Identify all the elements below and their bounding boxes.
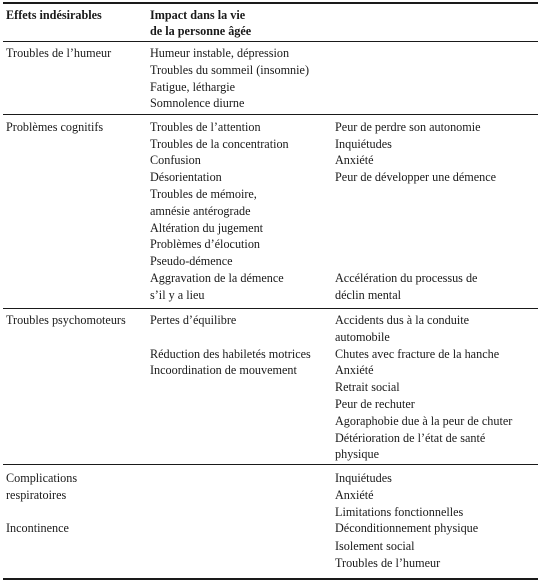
effect-cell: Problèmes d’élocution [150,237,261,251]
top-rule [3,2,538,4]
effect-cell: s’il y a lieu [150,288,205,302]
effect-cell: Fatigue, léthargie [150,80,236,94]
row-divider [3,308,538,309]
impact-cell: Isolement social [335,539,415,553]
effect-cell: amnésie antérograde [150,204,251,218]
impact-cell: Peur de perdre son autonomie [335,120,481,134]
category-cell: Troubles de l’humeur [6,46,112,60]
impact-cell: Anxiété [335,153,374,167]
bottom-rule [3,578,538,580]
category-cell: Troubles psychomoteurs [6,313,126,327]
effect-cell: Troubles de l’attention [150,120,261,134]
impact-cell: Troubles de l’humeur [335,556,441,570]
effect-cell: Incoordination de mouvement [150,363,297,377]
impact-cell: Agoraphobie due à la peur de chuter [335,414,513,428]
effect-cell: Troubles de mémoire, [150,187,257,201]
impact-cell: Déconditionnement physique [335,521,479,535]
effect-cell: Troubles de la concentration [150,137,289,151]
effect-cell: Aggravation de la démence [150,271,284,285]
impact-cell: Détérioration de l’état de santé [335,431,486,445]
impact-cell: Retrait social [335,380,400,394]
effect-cell: Somnolence diurne [150,96,245,110]
impact-cell: Limitations fonctionnelles [335,505,464,519]
row-divider [3,114,538,115]
impact-cell: physique [335,447,380,461]
category-cell: Incontinence [6,521,69,535]
impact-cell: Anxiété [335,488,374,502]
impact-cell: déclin mental [335,288,401,302]
impact-cell: Accidents dus à la conduite [335,313,470,327]
effect-cell: Réduction des habiletés motrices [150,347,311,361]
effect-cell: Troubles du sommeil (insomnie) [150,63,310,77]
impact-cell: automobile [335,330,390,344]
impact-cell: Chutes avec fracture de la hanche [335,347,500,361]
category-cell: Problèmes cognitifs [6,120,104,134]
col-header-impact: de la personne âgée [150,24,252,38]
col-header-impact: Impact dans la vie [150,8,246,22]
row-divider [3,464,538,465]
impact-cell: Peur de développer une démence [335,170,497,184]
effect-cell: Confusion [150,153,201,167]
header-rule [3,41,538,42]
impact-cell: Accélération du processus de [335,271,478,285]
category-cell: respiratoires [6,488,67,502]
effect-cell: Humeur instable, dépression [150,46,290,60]
effect-cell: Pertes d’équilibre [150,313,237,327]
effect-cell: Pseudo-démence [150,254,233,268]
effect-cell: Altération du jugement [150,221,264,235]
impact-cell: Peur de rechuter [335,397,415,411]
impact-cell: Anxiété [335,363,374,377]
category-cell: Complications [6,471,78,485]
effect-cell: Désorientation [150,170,222,184]
col-header-effects: Effets indésirables [6,8,102,22]
impact-cell: Inquiétudes [335,137,392,151]
impact-cell: Inquiétudes [335,471,392,485]
